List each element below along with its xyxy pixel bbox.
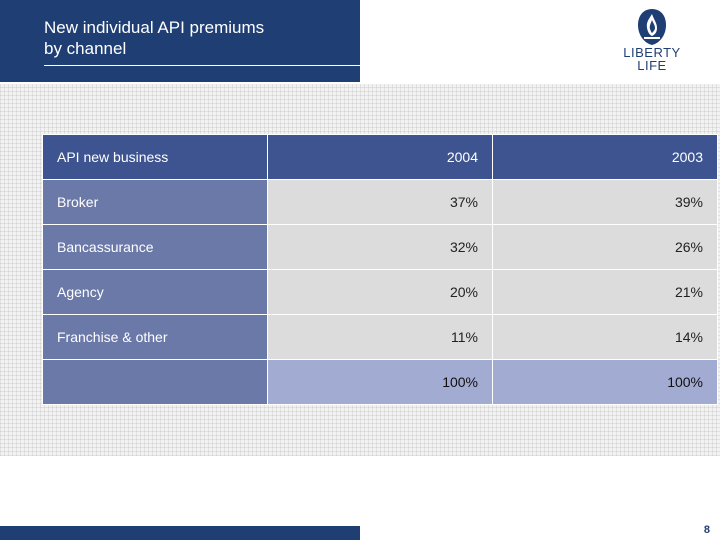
table-total-row [43, 360, 718, 405]
logo-word-2: LIFE [637, 58, 667, 73]
title-line-1: New individual API premiums [44, 18, 265, 37]
value-2004: 32% [268, 225, 493, 270]
row-label: Bancassurance [43, 225, 268, 270]
title-divider [44, 65, 360, 66]
title-line-2: by channel [44, 39, 127, 58]
logo-word-1: LIBERTY [623, 45, 681, 60]
table-row [43, 315, 718, 360]
flame-emblem-icon [635, 8, 669, 46]
value-2004: 37% [268, 180, 493, 225]
total-2004: 100% [268, 360, 493, 405]
api-premiums-table [42, 134, 718, 405]
table-row [43, 225, 718, 270]
page-title [44, 17, 344, 59]
row-label: Franchise & other [43, 315, 268, 360]
value-2003: 21% [493, 270, 718, 315]
value-2003: 26% [493, 225, 718, 270]
header-cell-2003: 2003 [493, 135, 718, 180]
table-header-row [43, 135, 718, 180]
header-cell-2004: 2004 [268, 135, 493, 180]
footer-band [0, 526, 360, 540]
row-label: Broker [43, 180, 268, 225]
value-2003: 14% [493, 315, 718, 360]
page-number: 8 [703, 524, 710, 536]
row-label: Agency [43, 270, 268, 315]
total-2003: 100% [493, 360, 718, 405]
total-label [43, 360, 268, 405]
value-2004: 20% [268, 270, 493, 315]
table-row [43, 180, 718, 225]
value-2004: 11% [268, 315, 493, 360]
header-cell-label: API new business [43, 135, 268, 180]
table-row [43, 270, 718, 315]
liberty-life-logo [612, 8, 692, 80]
value-2003: 39% [493, 180, 718, 225]
